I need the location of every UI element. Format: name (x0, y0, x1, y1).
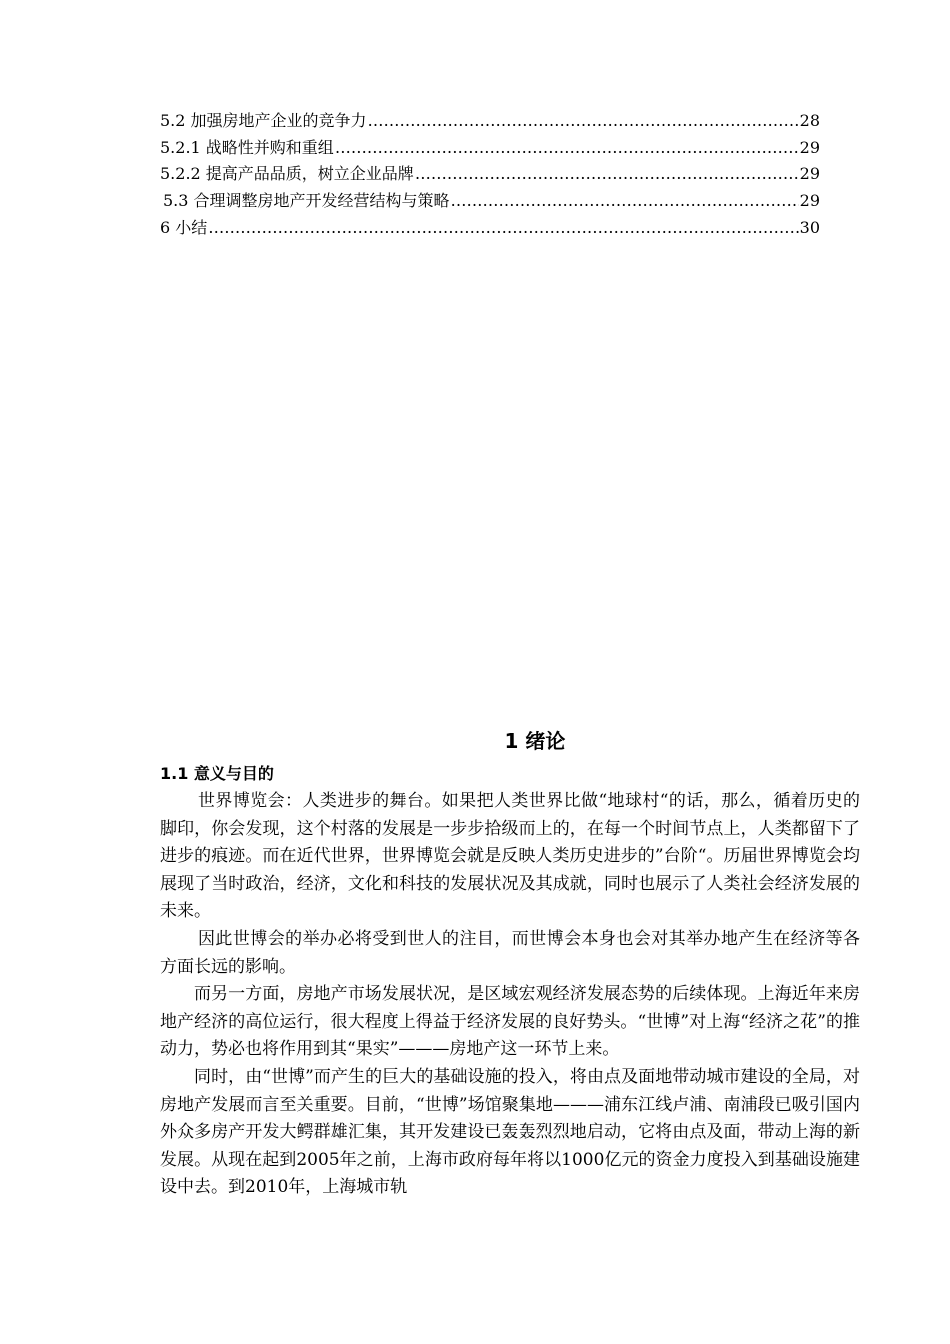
table-of-contents (160, 108, 820, 241)
body-text (160, 788, 860, 1202)
toc-leader-dots (208, 215, 798, 242)
toc-entry-page: 30 (799, 217, 820, 237)
toc-entry-page: 28 (799, 111, 820, 130)
paragraph: 而另一方面，房地产市场发展状况，是区域宏观经济发展态势的后续体现。上海近年来房地产经济的高位运行，很大程度上得益于经济发展的良好势头。“世博”对上海“经济之花”的推动力，势必也将作用到其“果实”———房地产这一环节上来。 (160, 984, 860, 1060)
toc-entry[interactable] (160, 108, 820, 135)
toc-entry-title: 6 小结 (160, 217, 208, 237)
toc-entry[interactable] (160, 135, 820, 162)
toc-entry[interactable] (160, 188, 820, 215)
toc-leader-dots (415, 161, 799, 188)
toc-leader-dots (368, 108, 799, 135)
paragraph: 同时，由“世博”而产生的巨大的基础设施的投入，将由点及面地带动城市建设的全局，对房地产发展而言至关重要。目前，“世博”场馆聚集地———浦东江线卢浦、南浦段已吸引国内外众多房产开发大鳄群雄汇集，其开发建设已轰轰烈烈地启动，它将由点及面，带动上海的新发展。从现在起到2005年之前，上海市政府每年将以1000亿元的资金力度投入到基础设施建设中去。到2010年，上海城市轨 (160, 1066, 860, 1198)
toc-entry-page: 29 (799, 191, 820, 211)
paragraph: 世界博览会：人类进步的舞台。如果把人类世界比做“地球村“的话，那么，循着历史的脚印，你会发现，这个村落的发展是一步步拾级而上的，在每一个时间节点上，人类都留下了进步的痕迹。而在近代世界，世界博览会就是反映人类历史进步的”台阶“。历届世界博览会均展现了当时政治，经济，文化和科技的发展状况及其成就，同时也展示了人类社会经济发展的未来。 (160, 791, 860, 922)
toc-entry-page: 29 (799, 137, 820, 157)
toc-leader-dots (451, 188, 799, 215)
toc-entry[interactable] (160, 215, 820, 242)
toc-leader-dots (335, 135, 799, 162)
toc-entry-title: 5.2.2 提高产品品质，树立企业品牌 (160, 164, 414, 184)
toc-entry-title: 5.2 加强房地产企业的竞争力 (160, 111, 367, 130)
section-title: 1.1 意义与目的 (160, 764, 274, 783)
paragraph: 因此世博会的举办必将受到世人的注目，而世博会本身也会对其举办地产生在经济等各方面长远的影响。 (160, 928, 860, 977)
toc-entry[interactable] (160, 161, 820, 188)
toc-entry-title: 5.2.1 战略性并购和重组 (160, 137, 334, 157)
toc-entry-title: 5.3 合理调整房地产开发经营结构与策略 (163, 191, 450, 211)
chapter-title: 1 绪论 (504, 729, 566, 753)
toc-entry-page: 29 (799, 164, 820, 184)
